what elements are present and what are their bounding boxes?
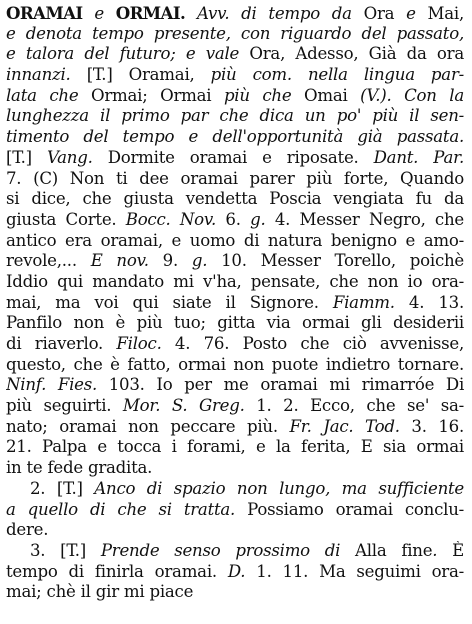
- italic-text: e denota tempo presente, con riguardo del passato,: [6, 23, 464, 43]
- italic-text: timento del tempo e dell'opportunità già passata.: [6, 127, 464, 147]
- italic-text: Anco di spazio non lungo, ma sufficiente: [94, 478, 464, 498]
- italic-text: Fr. Jac. Tod.: [289, 416, 400, 436]
- entry-line: [6, 437, 464, 458]
- entry-line: [6, 313, 464, 334]
- roman-text: Iddio qui mandato mi v'ha, pensate, che non io ora-: [6, 271, 464, 291]
- entry-line: [6, 24, 464, 45]
- roman-text: antico era oramai, e uomo di natura benigno e amo-: [6, 230, 464, 250]
- entry-line: [6, 86, 464, 107]
- entry-line: [6, 293, 464, 314]
- italic-text: e: [394, 4, 428, 23]
- entry-line: [6, 169, 464, 190]
- entry-line: [6, 3, 464, 24]
- roman-text: di riaverlo.: [6, 334, 117, 353]
- italic-text: più che: [223, 85, 305, 105]
- italic-text: Bocc. Nov.: [125, 209, 217, 229]
- italic-text: g.: [250, 209, 266, 229]
- roman-text: 3. [T.]: [30, 540, 101, 560]
- italic-text: innanzi.: [6, 65, 71, 85]
- roman-text: Dormite oramai e riposate.: [92, 147, 374, 167]
- roman-text: 4. Messer Negro, che: [265, 209, 464, 229]
- roman-text: mai, ma voi qui siate il Signore.: [6, 292, 333, 312]
- sense-2-line: [6, 479, 464, 500]
- entry-line: [6, 44, 464, 65]
- roman-text: È: [437, 540, 464, 560]
- entry-line: [6, 562, 464, 583]
- sense-3-line: [6, 541, 464, 562]
- italic-text: E nov.: [90, 251, 149, 271]
- roman-text: [T.]: [6, 147, 47, 167]
- italic-text: Prende senso prossimo di: [100, 540, 356, 560]
- entry-line: [6, 127, 464, 148]
- roman-text: Panfilo non è più tuo; gitta via ormai gli desiderii: [6, 313, 464, 333]
- entry-line: [6, 106, 464, 127]
- italic-text: D.: [227, 561, 246, 581]
- roman-text: Ormai; Ormai: [90, 85, 224, 105]
- roman-text: 10. Messer Torello, poichè: [207, 251, 464, 271]
- roman-text: 9.: [148, 251, 192, 271]
- italic-text: .: [432, 540, 438, 560]
- italic-text: Vang.: [46, 147, 93, 167]
- roman-text: giusta Corte.: [6, 209, 126, 229]
- entry-line: [6, 417, 464, 438]
- roman-text: più seguirti.: [6, 396, 123, 416]
- italic-text: Filoc.: [116, 334, 162, 353]
- italic-text: Avv. di tempo da: [185, 4, 364, 23]
- entry-line: [6, 231, 464, 252]
- roman-text: 4. 13.: [394, 292, 464, 312]
- roman-text: si dice, che giusta vendetta Poscia vengiata fu da: [6, 189, 464, 209]
- roman-text: 1. 11. Ma seguimi ora-: [245, 561, 464, 581]
- roman-text: questo, che è fatto, ormai non puote indietro tornare.: [6, 354, 464, 374]
- entry-line: [6, 582, 464, 603]
- italic-text: Fiamm.: [332, 292, 395, 312]
- italic-text: (V.). Con la: [360, 85, 464, 105]
- entry-line: [6, 272, 464, 293]
- roman-text: in te fede gradita.: [6, 458, 153, 478]
- italic-text: g.: [191, 251, 208, 271]
- roman-text: revole,...: [6, 251, 91, 271]
- italic-text: lata che: [6, 85, 91, 105]
- entry-line: [6, 210, 464, 231]
- headword: ORAMAI: [6, 3, 83, 23]
- entry-line: [6, 375, 464, 396]
- line-1-text: [185, 4, 464, 23]
- roman-text: Ora, Adesso, Già da ora: [249, 44, 464, 64]
- roman-text: mai; chè il gir mi piace: [6, 582, 194, 602]
- entry-line: [6, 334, 464, 355]
- italic-text: a quello di che si tratta.: [6, 499, 236, 519]
- roman-text: 6.: [216, 209, 251, 229]
- roman-text: 1. 2. Ecco, che se' sa-: [244, 396, 464, 416]
- entry-line: [6, 251, 464, 272]
- entry-line: [6, 355, 464, 376]
- roman-text: 4. 76. Posto che ciò avvenisse,: [161, 334, 464, 353]
- roman-text: nato; oramai non peccare più.: [6, 416, 290, 436]
- entry-line: [6, 396, 464, 417]
- italic-text: lunghezza il primo par che dica un po' più il sen-: [6, 106, 464, 126]
- entry-line: [6, 520, 464, 541]
- italic-text: Dant. Par.: [373, 147, 464, 167]
- entry-line: [6, 148, 464, 169]
- roman-text: Mai,: [427, 4, 464, 23]
- entry-line: [6, 65, 464, 86]
- roman-text: dere.: [6, 520, 49, 540]
- roman-text: 2. [T.]: [30, 478, 95, 498]
- entry-line: [6, 500, 464, 521]
- headword-variant: ORMAI.: [115, 3, 186, 23]
- italic-text: più com. nella lingua par-: [210, 65, 464, 85]
- italic-text: Mor. S. Greg.: [122, 396, 245, 416]
- roman-text: Ora: [363, 4, 395, 23]
- entry-line: [6, 458, 464, 479]
- italic-text: e talora del futuro; e vale: [6, 44, 250, 64]
- roman-text: 3. 16.: [399, 416, 464, 436]
- entry-line: [6, 189, 464, 210]
- roman-text: Omai: [304, 85, 361, 105]
- roman-text: Possiamo oramai conclu-: [235, 499, 464, 519]
- roman-text: [T.] Oramai,: [70, 65, 211, 85]
- roman-text: 7. (C) Non ti dee oramai parer più forte, Quando: [6, 168, 464, 188]
- roman-text: 21. Palpa e tocca i forami, e la ferita, E sia ormai: [6, 437, 464, 457]
- headword-conjunction: e: [94, 4, 104, 23]
- roman-text: Alla fine: [355, 540, 433, 560]
- roman-text: 103. Io per me oramai mi rimarróe Di: [97, 375, 464, 395]
- roman-text: tempo di finirla oramai.: [6, 561, 228, 581]
- italic-text: Ninf. Fies.: [6, 375, 98, 395]
